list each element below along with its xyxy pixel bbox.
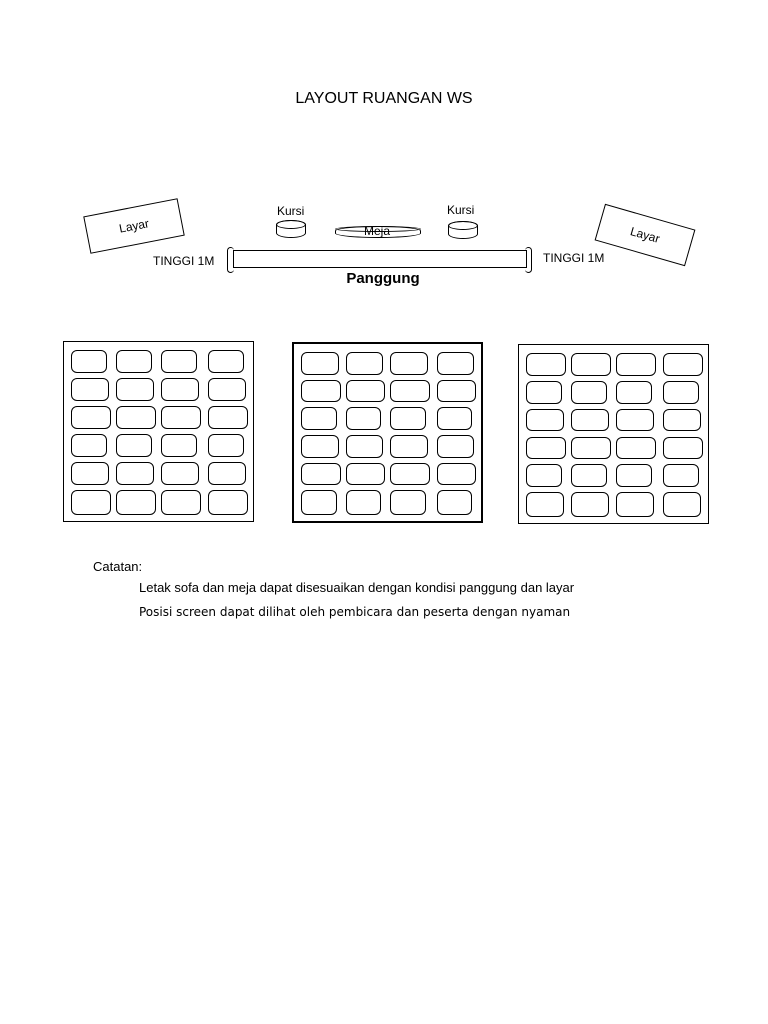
table-label: Meja bbox=[364, 224, 391, 238]
sofa-seat bbox=[390, 435, 428, 458]
sofa-seat bbox=[571, 464, 607, 487]
sofa-seat bbox=[71, 462, 109, 485]
sofa-seat bbox=[116, 490, 156, 515]
sofa-seat bbox=[161, 378, 199, 401]
sofa-seat bbox=[526, 437, 566, 460]
stage-height-left: TINGGI 1M bbox=[153, 254, 215, 268]
sofa-seat bbox=[571, 381, 607, 404]
sofa-seat bbox=[616, 409, 654, 432]
sofa-seat bbox=[71, 378, 109, 401]
sofa-seat bbox=[71, 490, 111, 515]
sofa-seat bbox=[571, 437, 611, 460]
sofa-seat bbox=[437, 380, 477, 403]
sofa-seat bbox=[437, 407, 473, 430]
sofa-seat bbox=[571, 353, 611, 376]
chair-right bbox=[448, 221, 478, 239]
sofa-seat bbox=[526, 409, 564, 432]
sofa-seat bbox=[526, 492, 564, 517]
sofa-seat bbox=[616, 353, 656, 376]
sofa-seat bbox=[663, 409, 701, 432]
sofa-seat bbox=[116, 434, 152, 457]
sofa-seat bbox=[208, 434, 244, 457]
sofa-seat bbox=[616, 492, 654, 517]
sofa-seat bbox=[390, 380, 430, 403]
sofa-seat bbox=[301, 352, 339, 375]
sofa-seat bbox=[161, 490, 201, 515]
chair-right-label: Kursi bbox=[447, 203, 475, 217]
sofa-seat bbox=[301, 380, 341, 403]
stage-brace-right bbox=[525, 247, 532, 273]
sofa-seat bbox=[390, 407, 426, 430]
screen-right-label: Layar bbox=[628, 224, 662, 246]
sofa-seat bbox=[437, 352, 475, 375]
sofa-seat bbox=[116, 406, 156, 429]
seating-block-left bbox=[63, 341, 254, 522]
sofa-seat bbox=[208, 378, 246, 401]
sofa-seat bbox=[571, 409, 609, 432]
sofa-seat bbox=[346, 463, 386, 486]
sofa-seat bbox=[116, 462, 154, 485]
sofa-seat bbox=[390, 490, 426, 515]
stage-name: Panggung bbox=[346, 270, 420, 287]
seating-block-center bbox=[292, 342, 483, 523]
sofa-seat bbox=[571, 492, 609, 517]
sofa-seat bbox=[526, 381, 562, 404]
sofa-seat bbox=[437, 463, 477, 486]
stage-height-right: TINGGI 1M bbox=[543, 251, 605, 265]
sofa-seat bbox=[116, 378, 154, 401]
sofa-seat bbox=[71, 350, 107, 373]
screen-left-label: Layar bbox=[117, 216, 151, 236]
sofa-seat bbox=[301, 435, 339, 458]
screen-right bbox=[595, 204, 696, 266]
sofa-seat bbox=[526, 353, 566, 376]
sofa-seat bbox=[346, 490, 382, 515]
stage-platform bbox=[233, 250, 527, 268]
sofa-seat bbox=[208, 350, 244, 373]
note-item-1: Letak sofa dan meja dapat disesuaikan dengan kondisi panggung dan layar bbox=[139, 580, 575, 595]
sofa-seat bbox=[346, 352, 384, 375]
sofa-seat bbox=[663, 492, 701, 517]
sofa-seat bbox=[116, 350, 152, 373]
sofa-seat bbox=[161, 434, 197, 457]
sofa-seat bbox=[208, 490, 248, 515]
chair-left bbox=[276, 220, 306, 238]
sofa-seat bbox=[663, 464, 699, 487]
sofa-seat bbox=[346, 380, 386, 403]
seating-block-right bbox=[518, 344, 709, 524]
sofa-seat bbox=[301, 407, 337, 430]
sofa-seat bbox=[437, 490, 473, 515]
sofa-seat bbox=[161, 350, 197, 373]
sofa-seat bbox=[208, 462, 246, 485]
sofa-seat bbox=[301, 490, 337, 515]
sofa-seat bbox=[71, 406, 111, 429]
sofa-seat bbox=[663, 381, 699, 404]
sofa-seat bbox=[616, 381, 652, 404]
sofa-seat bbox=[161, 406, 201, 429]
sofa-seat bbox=[301, 463, 341, 486]
sofa-seat bbox=[437, 435, 475, 458]
sofa-seat bbox=[208, 406, 248, 429]
screen-left bbox=[83, 198, 184, 254]
sofa-seat bbox=[346, 407, 382, 430]
sofa-seat bbox=[346, 435, 384, 458]
chair-left-label: Kursi bbox=[277, 204, 305, 218]
sofa-seat bbox=[390, 463, 430, 486]
sofa-seat bbox=[663, 437, 703, 460]
sofa-seat bbox=[390, 352, 428, 375]
sofa-seat bbox=[616, 464, 652, 487]
sofa-seat bbox=[663, 353, 703, 376]
sofa-seat bbox=[71, 434, 107, 457]
sofa-seat bbox=[526, 464, 562, 487]
page-title: LAYOUT RUANGAN WS bbox=[295, 90, 473, 107]
note-item-2: Posisi screen dapat dilihat oleh pembicara dan peserta dengan nyaman bbox=[139, 605, 571, 619]
notes-heading: Catatan: bbox=[93, 559, 143, 574]
sofa-seat bbox=[616, 437, 656, 460]
sofa-seat bbox=[161, 462, 199, 485]
